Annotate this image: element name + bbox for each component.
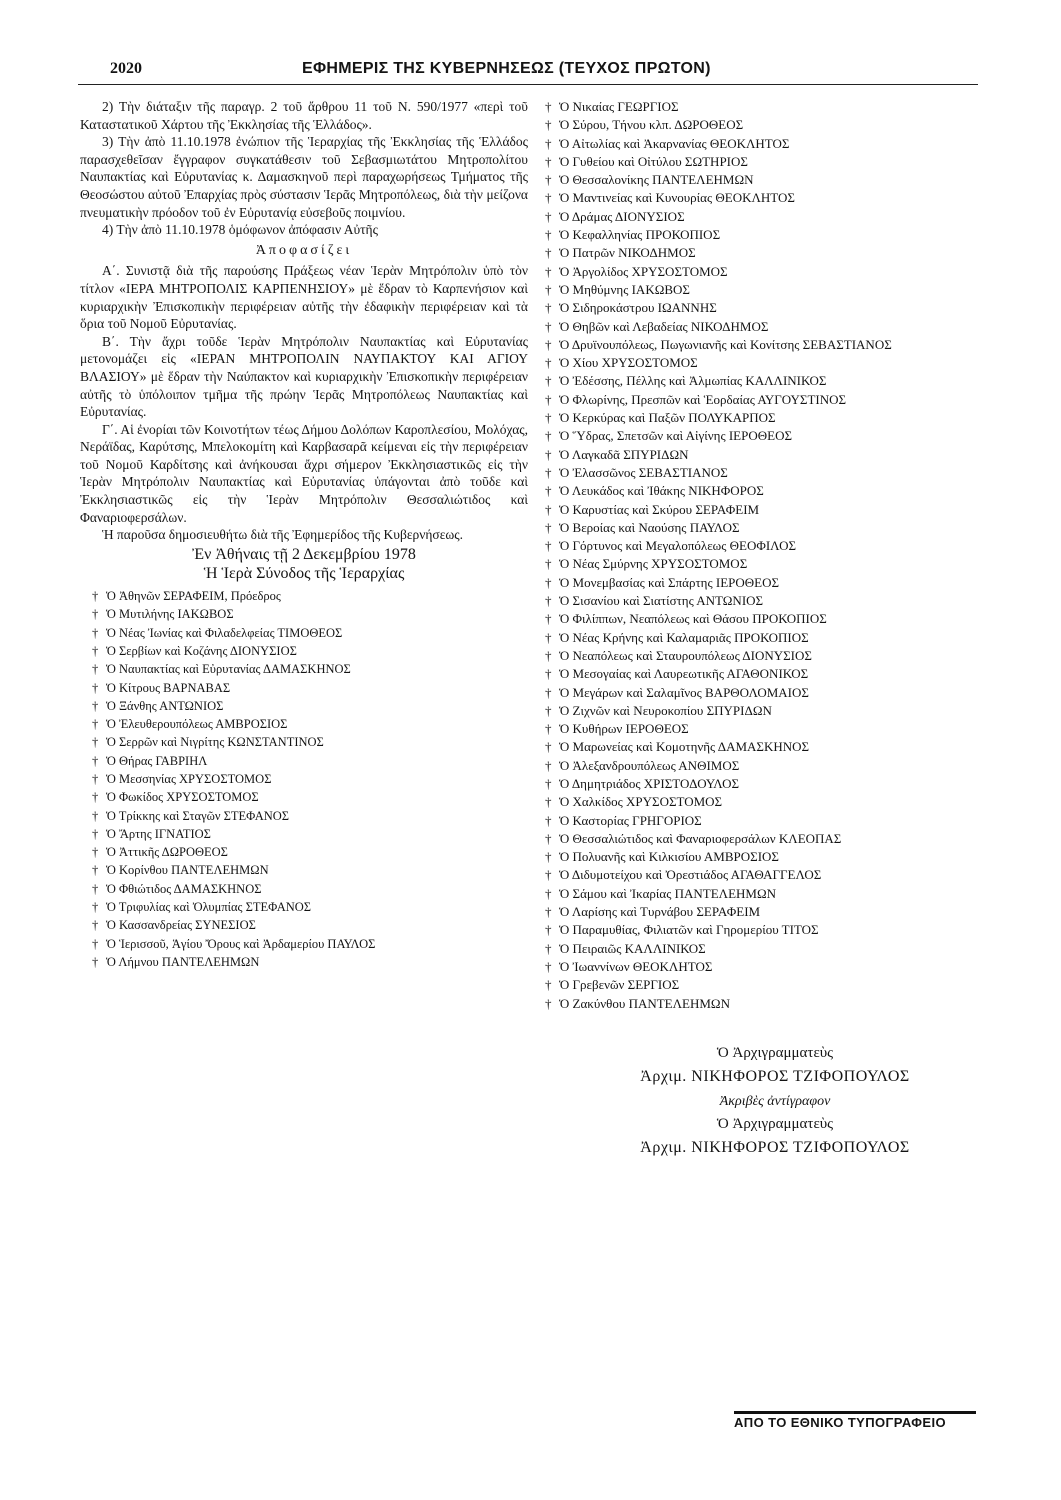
signatory-item xyxy=(545,135,985,153)
cross-icon: † xyxy=(545,318,552,334)
signatory-item xyxy=(545,318,985,336)
cross-icon: † xyxy=(545,428,552,444)
signatory-name: Ὁ Αἰτωλίας καὶ Ἀκαρνανίας ΘΕΟΚΛΗΤΟΣ xyxy=(559,135,790,151)
signatory-name: Ὁ Χαλκίδος ΧΡΥΣΟΣΤΟΜΟΣ xyxy=(559,794,723,810)
signatory-name: Ὁ Ἀθηνῶν ΣΕΡΑΦΕΙΜ, Πρόεδρος xyxy=(106,589,281,604)
cross-icon: † xyxy=(92,589,99,604)
signatory-name: Ὁ Δρυϊνουπόλεως, Πωγωνιανῆς καὶ Κονίτσης ΣΕΒΑΣΤΙΑΝΟΣ xyxy=(559,336,892,352)
cross-icon: † xyxy=(545,904,552,920)
signatory-name: Ὁ Βεροίας καὶ Ναούσης ΠΑΥΛΟΣ xyxy=(559,519,740,535)
signatory-name: Ὁ Ἀττικῆς ΔΩΡΟΘΕΟΣ xyxy=(106,845,228,860)
signatory-item xyxy=(545,885,985,903)
signatory-item xyxy=(545,793,985,811)
right-column xyxy=(545,98,985,1013)
cross-icon: † xyxy=(545,574,552,590)
cross-icon: † xyxy=(545,391,552,407)
signatory-name: Ὁ Καρυστίας καὶ Σκύρου ΣΕΡΑΦΕΙΜ xyxy=(559,501,760,517)
cross-icon: † xyxy=(92,662,99,677)
cross-icon: † xyxy=(92,643,99,658)
signatory-name: Ὁ Λευκάδος καὶ Ἰθάκης ΝΙΚΗΦΟΡΟΣ xyxy=(559,483,764,499)
signatory-item xyxy=(80,752,528,770)
signatory-name: Ὁ Μεσογαίας καὶ Λαυρεωτικῆς ΑΓΑΘΟΝΙΚΟΣ xyxy=(559,666,809,682)
cross-icon: † xyxy=(545,794,552,810)
signatory-name: Ὁ Λήμνου ΠΑΝΤΕΛΕΗΜΩΝ xyxy=(106,954,260,969)
signatory-name: Ὁ Σερρῶν καὶ Νιγρίτης ΚΩΝΣΤΑΝΤΙΝΟΣ xyxy=(106,735,324,750)
signatory-name: Ὁ Τρίκκης καὶ Σταγῶν ΣΤΕΦΑΝΟΣ xyxy=(106,808,290,823)
signatory-item xyxy=(545,501,985,519)
publication-order: Ἡ παροῦσα δημοσιευθήτω διὰ τῆς Ἐφημερίδος τῆς Κυβερνήσεως. xyxy=(102,527,463,543)
cross-icon: † xyxy=(545,245,552,261)
signatory-item xyxy=(545,665,985,683)
signatory-name: Ὁ Διδυμοτείχου καὶ Ὀρεστιάδος ΑΓΑΘΑΓΓΕΛΟΣ xyxy=(559,867,822,883)
cross-icon: † xyxy=(545,172,552,188)
cross-icon: † xyxy=(92,735,99,750)
cross-icon: † xyxy=(545,958,552,974)
cross-icon: † xyxy=(545,867,552,883)
cross-icon: † xyxy=(92,936,99,951)
cross-icon: † xyxy=(545,208,552,224)
cross-icon: † xyxy=(545,647,552,663)
signatory-name: Ὁ Ἱερισσοῦ, Ἁγίου Ὄρους καὶ Ἀρδαμερίου ΠΑΥΛΟΣ xyxy=(106,936,376,951)
signatory-name: Ὁ Γόρτυνος καὶ Μεγαλοπόλεως ΘΕΟΦΙΛΟΣ xyxy=(559,538,797,554)
signatory-name: Ὁ Φθιώτιδος ΔΑΜΑΣΚΗΝΟΣ xyxy=(106,881,262,896)
signatory-item xyxy=(80,935,528,953)
signatory-item xyxy=(545,812,985,830)
signatory-name: Ὁ Μεσσηνίας ΧΡΥΣΟΣΤΟΜΟΣ xyxy=(106,772,272,786)
signatory-item xyxy=(80,880,528,898)
right-signatory-list xyxy=(545,98,985,1013)
signatory-name: Ὁ Ἀργολίδος ΧΡΥΣΟΣΤΟΜΟΣ xyxy=(559,263,728,279)
signatory-name: Ὁ Παραμυθίας, Φιλιατῶν καὶ Γηρομερίου ΤΙΤΟΣ xyxy=(559,922,819,938)
signatory-item xyxy=(545,738,985,756)
cross-icon: † xyxy=(92,625,99,640)
cross-icon: † xyxy=(92,900,99,915)
article-paragraph: Γ΄. Αἱ ἐνορίαι τῶν Κοινοτήτων τέως Δήμου Δολόπων Καροπλεσίου, Μολόχας, Νεράϊδας, Καρύτσης, Μπελοκομίτη καὶ Καρβασαρᾶ κείμεναι εἰς τὴν περιφέρειαν τοῦ Νομοῦ Καρδίτσης καὶ ἀνήκουσαι ἄχρι σήμερον Ἐκκλησιαστικῶς εἰς τὴν Ἱερὰν Μητρόπολιν Ναυπακτίας καὶ Εὐρυτανίας ὑπάγονται ἀπὸ τοῦδε καὶ Ἐκκλησιαστικῶς εἰς τὴν Ἱερὰν Μητρόπολιν Θεσσαλιώτιδος καὶ Φαναριοφερσάλων. xyxy=(80,421,528,525)
signatory-item xyxy=(80,788,528,806)
signatory-item xyxy=(545,830,985,848)
signatory-item xyxy=(545,995,985,1013)
signatory-name: Ὁ Μηθύμνης ΙΑΚΩΒΟΣ xyxy=(559,281,690,297)
cross-icon: † xyxy=(92,790,99,805)
signatory-name: Ὁ Ἰωαννίνων ΘΕΟΚΛΗΤΟΣ xyxy=(559,958,713,974)
page-number: 2020 xyxy=(110,60,142,77)
signatory-name: Ὁ Φλωρίνης, Πρεσπῶν καὶ Ἑορδαίας ΑΥΓΟΥΣΤΙΝΟΣ xyxy=(559,391,847,407)
cross-icon: † xyxy=(545,373,552,389)
signatory-item xyxy=(545,153,985,171)
signatory-item xyxy=(545,98,985,116)
cross-icon: † xyxy=(545,977,552,993)
date-line: Ἐν Ἀθήναις τῇ 2 Δεκεμβρίου 1978 xyxy=(192,545,416,563)
signatory-item xyxy=(545,903,985,921)
signatory-item xyxy=(80,953,528,971)
cross-icon: † xyxy=(545,995,552,1011)
cross-icon: † xyxy=(92,607,99,622)
secretary-title: Ὁ Ἀρχιγραμματεὺς xyxy=(716,1045,834,1061)
cross-icon: † xyxy=(545,830,552,846)
signatory-item xyxy=(545,629,985,647)
signatory-item xyxy=(80,642,528,660)
article-paragraph: Β΄. Τὴν ἄχρι τοῦδε Ἱερὰν Μητρόπολιν Ναυπακτίας καὶ Εὐρυτανίας μετονομάζει εἰς «ΙΕΡΑΝ ΜΗΤΡΟΠΟΛΙΝ ΝΑΥΠΑΚΤΟΥ ΚΑΙ ΑΓΙΟΥ ΒΛΑΣΙΟΥ» μὲ ἕδραν τὴν Ναύπακτον καὶ κυριαρχικὴν Ἐπισκοπικὴν περιφέρειαν αὐτῆς τὸ ὑπόλοιπον τμῆμα τῆς πρώην Ἱερᾶς Μητροπόλεως Ναυπακτίας καὶ Εὐρυτανίας. xyxy=(80,333,528,420)
signatory-item xyxy=(545,757,985,775)
signatory-item xyxy=(545,921,985,939)
signatory-item xyxy=(545,464,985,482)
cross-icon: † xyxy=(545,483,552,499)
signatory-item xyxy=(545,976,985,994)
cross-icon: † xyxy=(545,519,552,535)
left-column xyxy=(80,98,528,971)
signatory-item xyxy=(545,848,985,866)
cross-icon: † xyxy=(545,355,552,371)
signatory-name: Ὁ Νεαπόλεως καὶ Σταυρουπόλεως ΔΙΟΝΥΣΙΟΣ xyxy=(559,647,812,663)
signatory-name: Ὁ Κερκύρας καὶ Παξῶν ΠΟΛΥΚΑΡΠΟΣ xyxy=(559,410,776,426)
cross-icon: † xyxy=(545,556,552,572)
cross-icon: † xyxy=(545,464,552,480)
signatory-item xyxy=(80,825,528,843)
cross-icon: † xyxy=(92,826,99,841)
signatory-item xyxy=(80,587,528,605)
preamble-paragraph: 4) Τὴν ἀπὸ 11.10.1978 ὁμόφωνον ἀπόφασιν Αὐτῆς xyxy=(102,222,378,238)
signatory-item xyxy=(80,715,528,733)
signatory-item xyxy=(80,807,528,825)
signatory-name: Ὁ Πολυανῆς καὶ Κιλκισίου ΑΜΒΡΟΣΙΟΣ xyxy=(559,849,779,865)
cross-icon: † xyxy=(92,954,99,969)
signatory-name: Ὁ Μεγάρων καὶ Σαλαμῖνος ΒΑΡΘΟΛΟΜΑΙΟΣ xyxy=(559,684,809,700)
cross-icon: † xyxy=(545,629,552,645)
cross-icon: † xyxy=(545,812,552,828)
signatory-item xyxy=(545,372,985,390)
signatory-item xyxy=(80,916,528,934)
signatory-item xyxy=(545,299,985,317)
signatory-item xyxy=(545,446,985,464)
true-copy-label: Ἀκριβὲς ἀντίγραφον xyxy=(719,1094,831,1109)
cross-icon: † xyxy=(545,501,552,517)
signatory-name: Ὁ Πειραιῶς ΚΑΛΛΙΝΙΚΟΣ xyxy=(559,940,706,956)
cross-icon: † xyxy=(545,99,552,114)
signatory-name: Ὁ Ξάνθης ΑΝΤΩΝΙΟΣ xyxy=(106,698,224,713)
signatory-item xyxy=(545,866,985,884)
signatory-item xyxy=(545,537,985,555)
signatory-item xyxy=(545,226,985,244)
signatory-name: Ὁ Σερβίων καὶ Κοζάνης ΔΙΟΝΥΣΙΟΣ xyxy=(106,643,297,658)
signatory-name: Ὁ Μαντινείας καὶ Κυνουρίας ΘΕΟΚΛΗΤΟΣ xyxy=(559,190,795,206)
signatory-item xyxy=(80,843,528,861)
signatory-item xyxy=(545,555,985,573)
signatory-item xyxy=(545,519,985,537)
signatory-name: Ὁ Ἀλεξανδρουπόλεως ΑΝΘΙΜΟΣ xyxy=(559,757,740,773)
signatory-name: Ὁ Κεφαλληνίας ΠΡΟΚΟΠΙΟΣ xyxy=(559,227,721,243)
cross-icon: † xyxy=(545,922,552,938)
signatory-name: Ὁ Ἐλασσῶνος ΣΕΒΑΣΤΙΑΝΟΣ xyxy=(559,464,728,480)
cross-icon: † xyxy=(545,593,552,609)
secretary-name: Ἀρχιμ. ΝΙΚΗΦΟΡΟΣ ΤΖΙΦΟΠΟΥΛΟΣ xyxy=(640,1068,910,1085)
signatory-name: Ὁ Κυθήρων ΙΕΡΟΘΕΟΣ xyxy=(559,721,689,737)
printer-rule xyxy=(734,1411,976,1414)
preamble-paragraph: 2) Τὴν διάταξιν τῆς παραγρ. 2 τοῦ ἄρθρου 11 τοῦ Ν. 590/1977 «περὶ τοῦ Καταστατικοῦ Χάρτου τῆς Ἐκκλησίας τῆς Ἑλλάδος». xyxy=(80,99,528,132)
signatory-name: Ὁ Νέας Κρήνης καὶ Καλαμαριᾶς ΠΡΟΚΟΠΙΟΣ xyxy=(559,629,809,645)
signatory-item xyxy=(545,336,985,354)
cross-icon: † xyxy=(545,775,552,791)
cross-icon: † xyxy=(545,684,552,700)
signatory-item xyxy=(545,189,985,207)
signatory-name: Ὁ Νικαίας ΓΕΩΡΓΙΟΣ xyxy=(559,99,679,114)
cross-icon: † xyxy=(545,446,552,462)
cross-icon: † xyxy=(545,757,552,773)
signatory-name: Ὁ Πατρῶν ΝΙΚΟΔΗΜΟΣ xyxy=(559,245,696,261)
signatory-name: Ὁ Ζακύνθου ΠΑΝΤΕΛΕΗΜΩΝ xyxy=(559,995,730,1011)
signatory-item xyxy=(545,281,985,299)
signatory-name: Ὁ Κίτρους ΒΑΡΝΑΒΑΣ xyxy=(106,680,231,695)
cross-icon: † xyxy=(92,863,99,878)
cross-icon: † xyxy=(92,698,99,713)
signatory-name: Ὁ Ἐδέσσης, Πέλλης καὶ Ἀλμωπίας ΚΑΛΛΙΝΙΚΟΣ xyxy=(559,373,827,389)
printer-line: ΑΠΟ ΤΟ ΕΘΝΙΚΟ ΤΥΠΟΓΡΑΦΕΙΟ xyxy=(734,1415,946,1430)
cross-icon: † xyxy=(545,538,552,554)
signatory-name: Ὁ Θηβῶν καὶ Λεβαδείας ΝΙΚΟΔΗΜΟΣ xyxy=(559,318,769,334)
cross-icon: † xyxy=(92,881,99,896)
signatory-item xyxy=(80,861,528,879)
signatory-name: Ὁ Σάμου καὶ Ἰκαρίας ΠΑΝΤΕΛΕΗΜΩΝ xyxy=(559,885,777,901)
signatory-item xyxy=(545,263,985,281)
cross-icon: † xyxy=(92,772,99,786)
signatory-name: Ὁ Νέας Ἰωνίας καὶ Φιλαδελφείας ΤΙΜΟΘΕΟΣ xyxy=(106,625,343,640)
signatory-name: Ὁ Ζιχνῶν καὶ Νευροκοπίου ΣΠΥΡΙΔΩΝ xyxy=(559,702,772,718)
cross-icon: † xyxy=(545,702,552,718)
signatory-item xyxy=(545,592,985,610)
signatory-item xyxy=(545,775,985,793)
signatory-item xyxy=(545,684,985,702)
signatory-name: Ὁ Ναυπακτίας καὶ Εὐρυτανίας ΔΑΜΑΣΚΗΝΟΣ xyxy=(106,662,351,677)
signatory-name: Ὁ Φωκίδος ΧΡΥΣΟΣΤΟΜΟΣ xyxy=(106,790,259,805)
signatory-item xyxy=(545,702,985,720)
signatory-name: Ὁ Χίου ΧΡΥΣΟΣΤΟΜΟΣ xyxy=(559,355,698,371)
signatory-item xyxy=(80,770,528,788)
cross-icon: † xyxy=(545,666,552,682)
secretary-title-2: Ὁ Ἀρχιγραμματεὺς xyxy=(716,1116,834,1132)
signatory-name: Ὁ Γυθείου καὶ Οἰτύλου ΣΩΤΗΡΙΟΣ xyxy=(559,153,748,169)
cross-icon: † xyxy=(92,845,99,860)
header-rule xyxy=(78,84,978,85)
signatory-name: Ὁ Ἄρτης ΙΓΝΑΤΙΟΣ xyxy=(106,826,211,841)
signatory-item xyxy=(80,679,528,697)
decision-heading: Ἀποφασίζει xyxy=(255,242,353,258)
signatory-item xyxy=(80,697,528,715)
cross-icon: † xyxy=(545,739,552,755)
signatory-item xyxy=(545,958,985,976)
cross-icon: † xyxy=(545,153,552,169)
signatory-item xyxy=(545,244,985,262)
signatory-name: Ὁ Μαρωνείας καὶ Κομοτηνῆς ΔΑΜΑΣΚΗΝΟΣ xyxy=(559,739,810,755)
signatory-name: Ὁ Θεσσαλονίκης ΠΑΝΤΕΛΕΗΜΩΝ xyxy=(559,172,754,188)
signatory-item xyxy=(80,898,528,916)
signatory-item xyxy=(545,482,985,500)
signatory-item xyxy=(80,624,528,642)
signatory-name: Ὁ Μυτιλήνης ΙΑΚΩΒΟΣ xyxy=(106,607,234,622)
signatory-name: Ὁ Θήρας ΓΑΒΡΙΗΛ xyxy=(106,753,208,768)
signatory-name: Ὁ Σιδηροκάστρου ΙΩΑΝΝΗΣ xyxy=(559,300,717,316)
cross-icon: † xyxy=(545,135,552,151)
signatory-item xyxy=(545,409,985,427)
signatory-item xyxy=(545,208,985,226)
cross-icon: † xyxy=(545,117,552,133)
signatory-item xyxy=(545,354,985,372)
cross-icon: † xyxy=(545,849,552,865)
signatory-name: Ὁ Κασσανδρείας ΣΥΝΕΣΙΟΣ xyxy=(106,918,256,933)
signatory-item xyxy=(545,940,985,958)
left-signatory-list xyxy=(80,587,528,971)
cross-icon: † xyxy=(92,680,99,695)
signatory-name: Ὁ Φιλίππων, Νεαπόλεως καὶ Θάσου ΠΡΟΚΟΠΙΟΣ xyxy=(559,611,827,627)
secretary-name-2: Ἀρχιμ. ΝΙΚΗΦΟΡΟΣ ΤΖΙΦΟΠΟΥΛΟΣ xyxy=(640,1139,910,1156)
article-paragraph: Α΄. Συνιστᾷ διὰ τῆς παρούσης Πράξεως νέαν Ἱερὰν Μητρόπολιν ὑπὸ τὸν τίτλον «ΙΕΡΑ ΜΗΤΡΟΠΟΛΙΣ ΚΑΡΠΕΝΗΣΙΟΥ» μὲ ἕδραν τὸ Καρπενήσιον καὶ κυριαρχικὴν Ἐπισκοπικὴν περιφέρειαν αὐτῆς τὴν ἐδαφικὴν περιφέρειαν καὶ τὰ ὅρια τοῦ Νομοῦ Εὐρυτανίας. xyxy=(80,263,528,332)
signatory-name: Ὁ Τριφυλίας καὶ Ὀλυμπίας ΣΤΕΦΑΝΟΣ xyxy=(106,900,312,915)
signatory-item xyxy=(545,171,985,189)
signatory-name: Ὁ Λαρίσης καὶ Τυρνάβου ΣΕΡΑΦΕΙΜ xyxy=(559,904,761,920)
signatory-name: Ὁ Νέας Σμύρνης ΧΡΥΣΟΣΤΟΜΟΣ xyxy=(559,556,748,572)
cross-icon: † xyxy=(92,918,99,933)
cross-icon: † xyxy=(545,190,552,206)
cross-icon: † xyxy=(545,611,552,627)
signatory-item xyxy=(545,647,985,665)
secretary-block xyxy=(575,1042,975,1159)
signatory-name: Ὁ Δράμας ΔΙΟΝΥΣΙΟΣ xyxy=(559,208,685,224)
preamble-paragraph: 3) Τὴν ἀπὸ 11.10.1978 ἐνώπιον τῆς Ἱεραρχίας τῆς Ἐκκλησίας τῆς Ἑλλάδος παρασχεθεῖσαν ἔγγραφον συγκατάθεσιν τοῦ Σεβασμιωτάτου Μητροπολίτου Ναυπακτίας καὶ Εὐρυτανίας κ. Δαμασκηνοῦ περὶ παραχωρήσεως Τμήματος τῆς Θεοσώστου αὐτοῦ Ἐπαρχίας πρὸς σύστασιν Ἱερᾶς Μητροπόλεως, διὰ τὴν μείζονα πνευματικὴν πρόοδον τοῦ ἐν Εὐρυτανίᾳ εὐσεβοῦς ποιμνίου. xyxy=(80,134,528,220)
signatory-name: Ὁ Κορίνθου ΠΑΝΤΕΛΕΗΜΩΝ xyxy=(106,863,269,878)
synod-line: Ἡ Ἱερὰ Σύνοδος τῆς Ἱεραρχίας xyxy=(203,565,405,583)
cross-icon: † xyxy=(545,721,552,737)
signatory-name: Ὁ Σισανίου καὶ Σιατίστης ΑΝΤΩΝΙΟΣ xyxy=(559,593,764,609)
signatory-item xyxy=(545,116,985,134)
cross-icon: † xyxy=(545,885,552,901)
cross-icon: † xyxy=(545,281,552,297)
signatory-name: Ὁ Σύρου, Τήνου κλπ. ΔΩΡΟΘΕΟΣ xyxy=(559,117,744,133)
signatory-item xyxy=(545,427,985,445)
running-title: ΕΦΗΜΕΡΙΣ ΤΗΣ ΚΥΒΕΡΝΗΣΕΩΣ (ΤΕΥΧΟΣ ΠΡΩΤΟΝ) xyxy=(302,60,711,77)
cross-icon: † xyxy=(545,263,552,279)
signatory-name: Ὁ Γρεβενῶν ΣΕΡΓΙΟΣ xyxy=(559,977,680,993)
cross-icon: † xyxy=(92,753,99,768)
cross-icon: † xyxy=(92,717,99,732)
signatory-item xyxy=(545,610,985,628)
cross-icon: † xyxy=(545,410,552,426)
signatory-name: Ὁ Λαγκαδᾶ ΣΠΥΡΙΔΩΝ xyxy=(559,446,689,462)
cross-icon: † xyxy=(545,940,552,956)
cross-icon: † xyxy=(545,227,552,243)
signatory-name: Ὁ Θεσσαλιώτιδος καὶ Φαναριοφερσάλων ΚΛΕΟΠΑΣ xyxy=(559,830,842,846)
signatory-name: Ὁ Ὕδρας, Σπετσῶν καὶ Αἰγίνης ΙΕΡΟΘΕΟΣ xyxy=(559,428,793,444)
signatory-name: Ὁ Ἐλευθερουπόλεως ΑΜΒΡΟΣΙΟΣ xyxy=(106,717,288,732)
signatory-item xyxy=(545,391,985,409)
signatory-name: Ὁ Δημητριάδος ΧΡΙΣΤΟΔΟΥΛΟΣ xyxy=(559,775,740,791)
cross-icon: † xyxy=(92,808,99,823)
cross-icon: † xyxy=(545,300,552,316)
signatory-item xyxy=(80,660,528,678)
signatory-name: Ὁ Καστορίας ΓΡΗΓΟΡΙΟΣ xyxy=(559,812,702,828)
signatory-name: Ὁ Μονεμβασίας καὶ Σπάρτης ΙΕΡΟΘΕΟΣ xyxy=(559,574,780,590)
signatory-item xyxy=(545,574,985,592)
signatory-item xyxy=(545,720,985,738)
signatory-item xyxy=(80,733,528,751)
cross-icon: † xyxy=(545,336,552,352)
signatory-item xyxy=(80,605,528,623)
